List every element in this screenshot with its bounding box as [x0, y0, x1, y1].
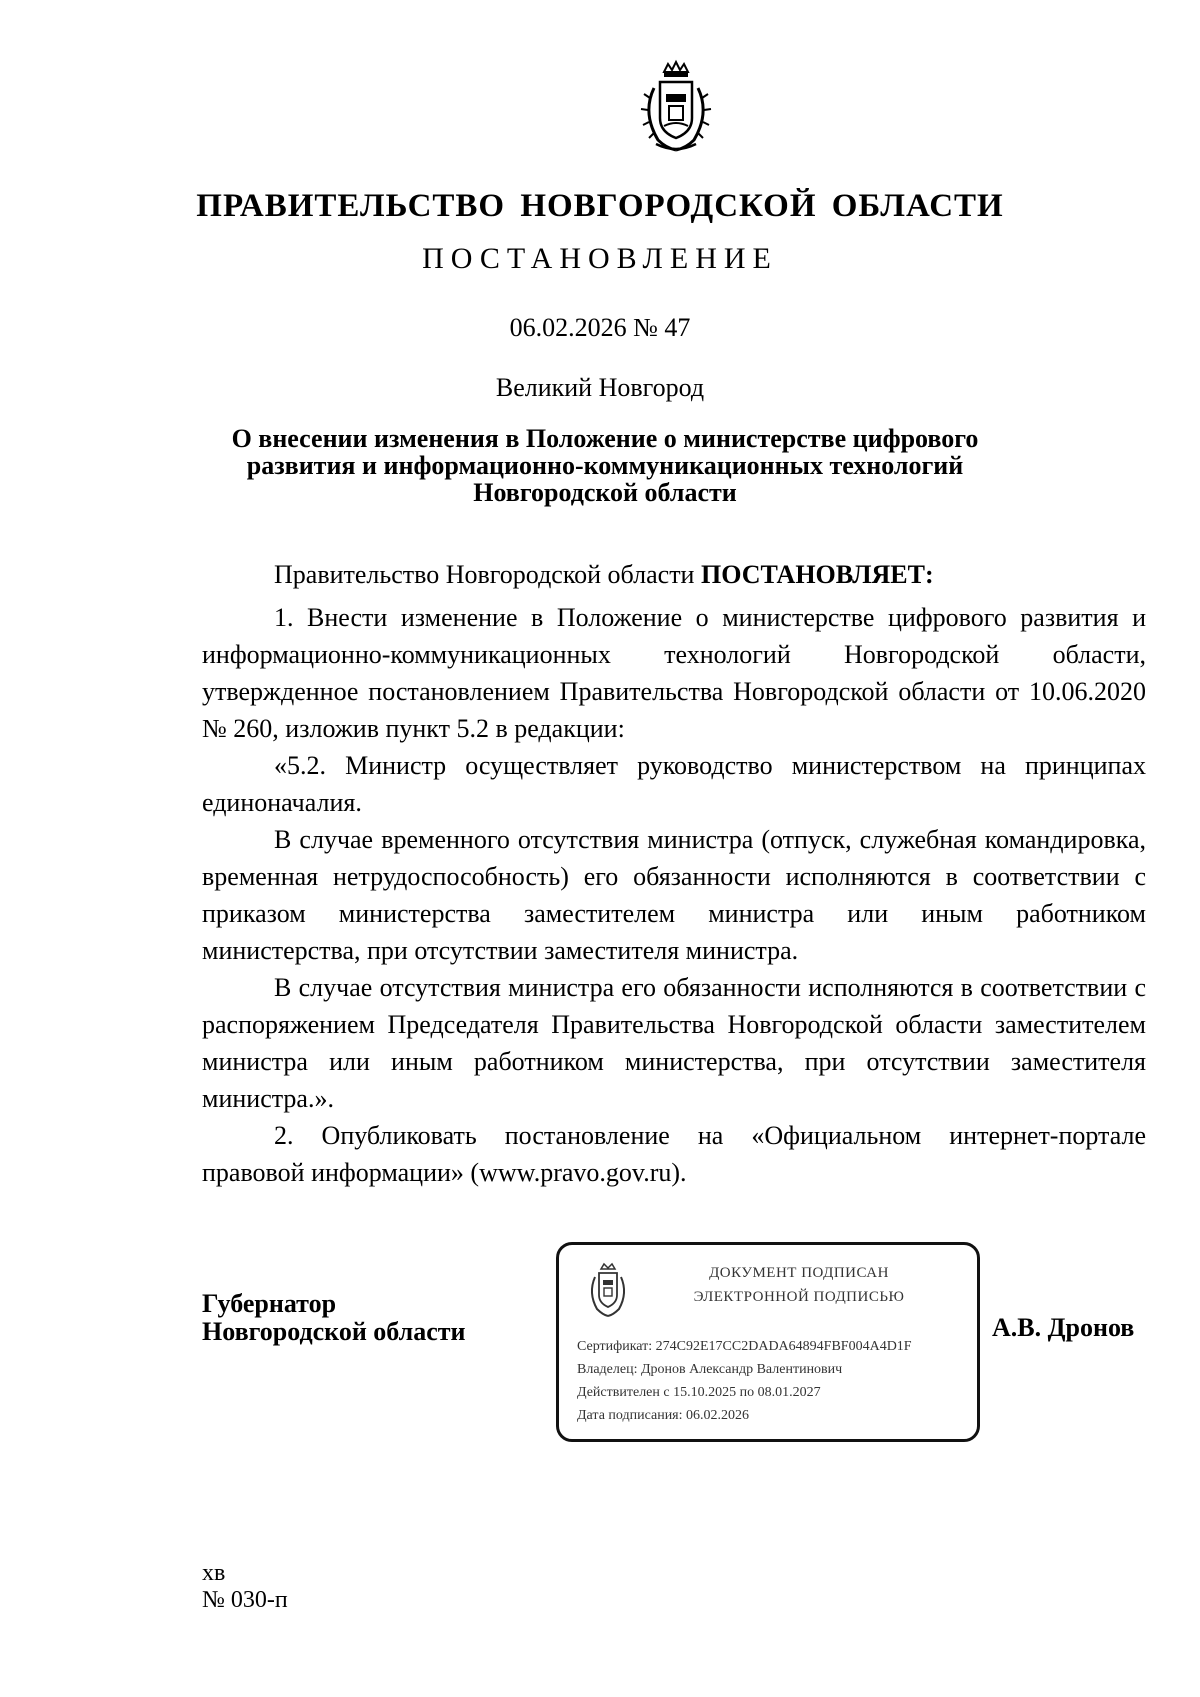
- stamp-heading-1: ДОКУМЕНТ ПОДПИСАН: [709, 1265, 889, 1281]
- subject-line-3: Новгородской области: [473, 478, 737, 507]
- signatory-name: А.В. Дронов: [992, 1313, 1135, 1342]
- document-date-number: 06.02.2026 № 47: [509, 313, 691, 342]
- intro-resolves: ПОСТАНОВЛЯЕТ:: [700, 560, 934, 589]
- paragraph-absence: В случае отсутствия министра его обязанности исполняются в соответствии с распоряжением Председателя Правительства Новгородской области заместителем министра или иным работником министерства, при отсутствии заместителя министра.».: [202, 973, 1146, 1113]
- document-subject: [230, 425, 980, 506]
- document-footer: [202, 1560, 288, 1614]
- stamp-emblem-icon: [585, 1261, 631, 1317]
- paragraph-quote-5-2: «5.2. Министр осуществляет руководство министерством на принципах единоначалия.: [202, 751, 1146, 817]
- stamp-heading-2: ЭЛЕКТРОННОЙ ПОДПИСЬЮ: [693, 1289, 905, 1305]
- signatory-title-line-2: Новгородской области: [202, 1317, 466, 1346]
- signatory-title: [202, 1290, 466, 1346]
- organization-title: ПРАВИТЕЛЬСТВО НОВГОРОДСКОЙ ОБЛАСТИ: [196, 188, 1004, 224]
- document-city: Великий Новгород: [495, 373, 705, 402]
- intro-text: Правительство Новгородской области: [274, 560, 701, 589]
- paragraph-temporary-absence: В случае временного отсутствия министра (отпуск, служебная командировка, временная нетрудоспособность) его обязанности исполняются в соответствии с приказом министерства заместителем министра или иным работником министерства, при отсутствии заместителя министра.: [202, 825, 1146, 965]
- coat-of-arms-emblem: [636, 58, 716, 154]
- intro-paragraph: [202, 556, 1146, 593]
- footer-initials: хв: [202, 1560, 226, 1586]
- stamp-owner: Владелец: Дронов Александр Валентинович: [577, 1362, 843, 1377]
- paragraph-item-1: 1. Внести изменение в Положение о министерстве цифрового развития и информационно-коммуникационных технологий Новгородской области, утвержденное постановлением Правительства Новгородской области от 10.06.2020 № 260, изложив пункт 5.2 в редакции:: [202, 603, 1146, 743]
- signatory-title-line-1: Губернатор: [202, 1289, 337, 1318]
- stamp-signed-date: Дата подписания: 06.02.2026: [577, 1408, 750, 1423]
- stamp-certificate: Сертификат: 274C92E17CC2DADA64894FBF004A4D1F: [577, 1339, 912, 1354]
- document-body: [202, 556, 1146, 1191]
- electronic-signature-stamp: [556, 1242, 980, 1442]
- paragraph-item-2: 2. Опубликовать постановление на «Официальном интернет-портале правовой информации» (www.pravo.gov.ru).: [202, 1121, 1146, 1187]
- stamp-validity: Действителен с 15.10.2025 по 08.01.2027: [577, 1385, 821, 1400]
- footer-number: № 030-п: [202, 1587, 288, 1613]
- document-type: ПОСТАНОВЛЕНИЕ: [422, 242, 778, 275]
- subject-line-2: развития и информационно-коммуникационных технологий: [246, 451, 964, 480]
- subject-line-1: О внесении изменения в Положение о министерстве цифрового: [231, 424, 979, 453]
